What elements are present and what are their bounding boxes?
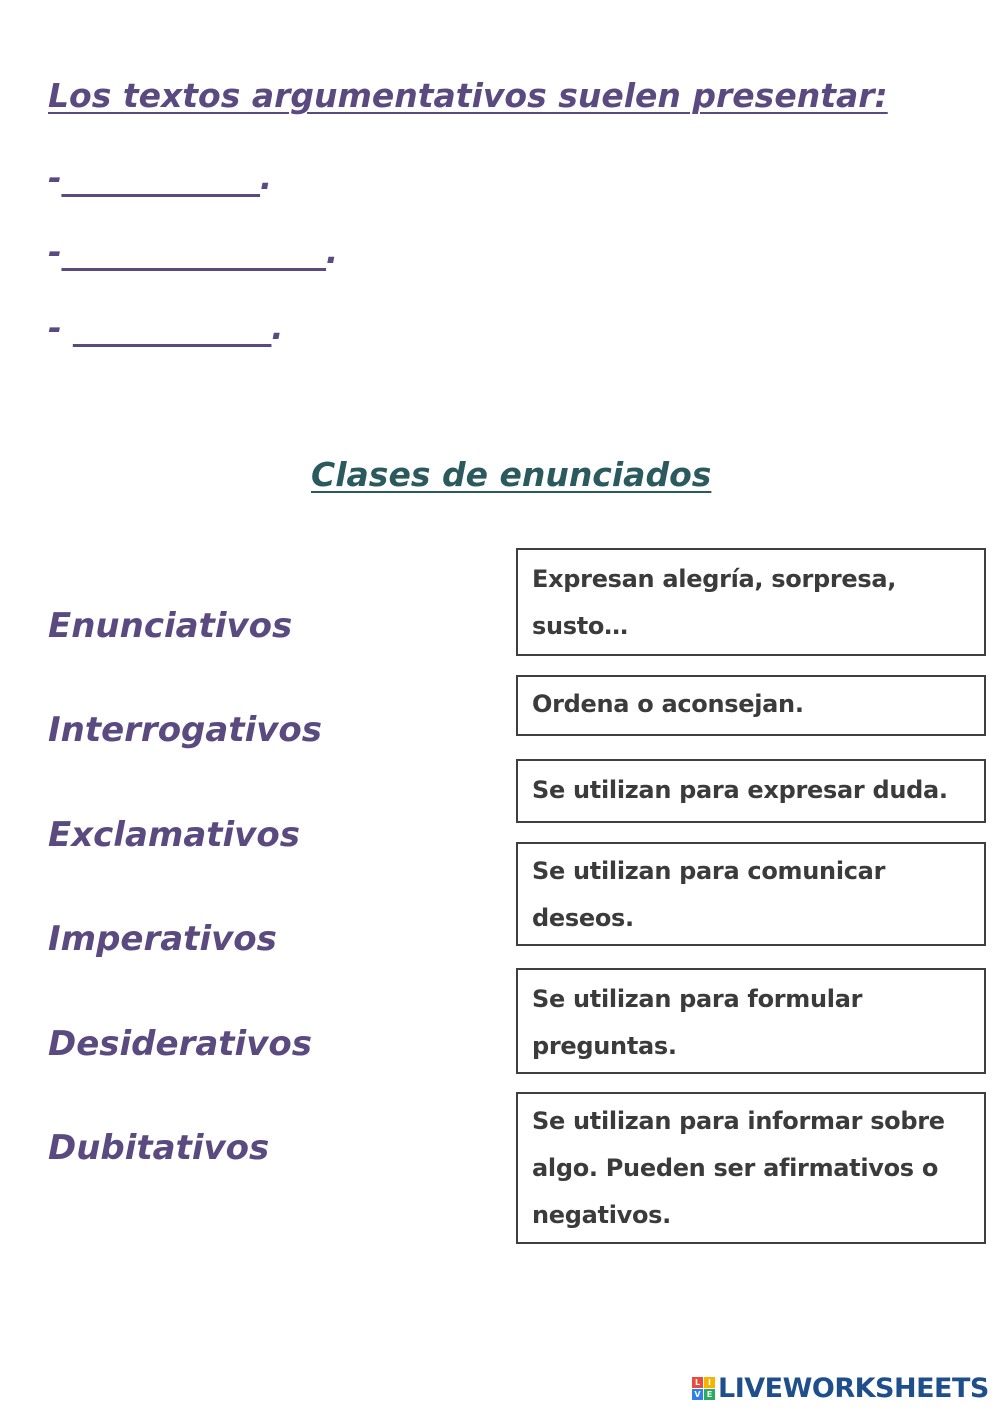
- answer-blank-2[interactable]: -________________.: [48, 232, 339, 271]
- definition-box[interactable]: Se utilizan para informar sobre algo. Pueden ser afirmativos o negativos.: [516, 1092, 986, 1244]
- answer-blank-3[interactable]: - ____________.: [48, 308, 284, 347]
- term-exclamativos[interactable]: Exclamativos: [48, 815, 300, 855]
- definition-box[interactable]: Se utilizan para expresar duda.: [516, 759, 986, 823]
- term-imperativos[interactable]: Imperativos: [48, 919, 277, 959]
- term-enunciativos[interactable]: Enunciativos: [48, 606, 293, 646]
- definition-box[interactable]: Ordena o aconsejan.: [516, 675, 986, 736]
- term-interrogativos[interactable]: Interrogativos: [48, 710, 323, 750]
- section-title: Clases de enunciados: [311, 455, 712, 494]
- term-desiderativos[interactable]: Desiderativos: [48, 1024, 312, 1064]
- answer-blank-1[interactable]: -____________.: [48, 158, 273, 197]
- term-dubitativos[interactable]: Dubitativos: [48, 1128, 270, 1168]
- logo-text: LIVEWORKSHEETS: [718, 1373, 989, 1404]
- worksheet-heading: Los textos argumentativos suelen presentar:: [48, 76, 888, 115]
- liveworksheets-logo: [692, 1373, 989, 1404]
- definition-box[interactable]: Se utilizan para comunicar deseos.: [516, 842, 986, 946]
- definition-box[interactable]: Se utilizan para formular preguntas.: [516, 968, 986, 1074]
- logo-mark-icon: L I V E: [692, 1377, 715, 1400]
- definition-box[interactable]: Expresan alegría, sorpresa, susto…: [516, 548, 986, 656]
